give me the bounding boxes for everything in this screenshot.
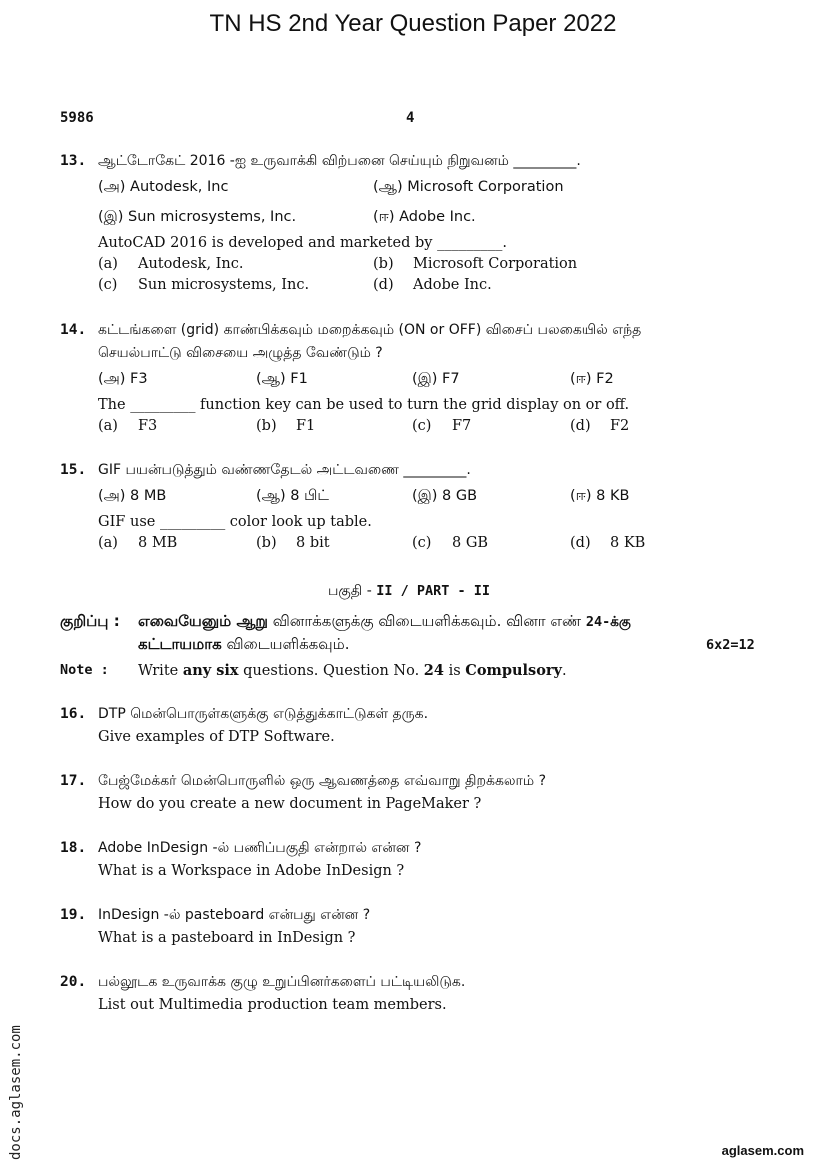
note-text: வினாக்களுக்கு விடையளிக்கவும். வினா எண்	[267, 612, 586, 630]
note-emphasis: 24	[423, 662, 444, 679]
option-label: (d)	[373, 277, 394, 293]
question-text-english: List out Multimedia production team members.	[98, 997, 447, 1013]
part-heading	[328, 583, 490, 601]
note-text: விடையளிக்கவும்.	[221, 635, 350, 653]
option-label: (c)	[412, 535, 432, 551]
part-heading-roman: II / PART - II	[376, 583, 490, 599]
question-text-tamil: ஆட்டோகேட் 2016 -ஐ உருவாக்கி விற்பனை செய்யும் நிறுவனம் _________.	[98, 153, 581, 169]
option-text: F2	[610, 418, 630, 434]
note-label-english: Note :	[60, 662, 109, 678]
option-label: (d)	[570, 535, 591, 551]
note-line-tamil-2	[138, 635, 349, 655]
footer-site-link[interactable]: aglasem.com	[721, 1143, 804, 1158]
option-label: (a)	[98, 535, 118, 551]
note-emphasis-number: 24-க்கு	[585, 614, 631, 630]
question-number: 16.	[60, 706, 87, 722]
marks-allocation: 6x2=12	[706, 637, 755, 653]
side-watermark: docs.aglasem.com	[8, 1025, 24, 1160]
note-text: questions. Question No.	[238, 663, 424, 679]
note-emphasis: any six	[182, 662, 239, 679]
option-tamil-d: (ஈ) Adobe Inc.	[373, 209, 476, 225]
option-text: Adobe Inc.	[413, 277, 492, 293]
option-text: F7	[452, 418, 472, 434]
question-text-english: What is a pasteboard in InDesign ?	[98, 930, 356, 946]
question-text-tamil: பல்லூடக உருவாக்க குழு உறுப்பினர்களைப் பட்டியலிடுக.	[98, 974, 466, 990]
question-number: 20.	[60, 974, 87, 990]
option-tamil-a: (அ) Autodesk, Inc	[98, 179, 229, 195]
page-number: 4	[406, 110, 415, 126]
question-number: 17.	[60, 773, 87, 789]
option-text: 8 MB	[138, 535, 178, 551]
option-text: 8 bit	[296, 535, 330, 551]
option-text: F1	[296, 418, 316, 434]
option-a	[98, 535, 177, 551]
option-label: (a)	[98, 418, 118, 434]
note-emphasis: Compulsory	[465, 662, 562, 679]
option-text: 8 GB	[452, 535, 489, 551]
option-b	[256, 535, 330, 551]
option-tamil-c: (இ) Sun microsystems, Inc.	[98, 209, 297, 225]
note-line-tamil-1	[138, 612, 631, 632]
part-heading-tamil: பகுதி -	[328, 583, 377, 599]
question-number: 14.	[60, 322, 87, 338]
option-tamil-a: (அ) F3	[98, 371, 148, 387]
note-text: .	[561, 663, 567, 679]
question-text-tamil: பேஜ்மேக்கர் மென்பொருளில் ஒரு ஆவணத்தை எவ்வாறு திறக்கலாம் ?	[98, 773, 546, 789]
option-c	[98, 277, 309, 293]
question-text-tamil: கட்டங்களை (grid) காண்பிக்கவும் மறைக்கவும் (ON or OFF) விசைப் பலகையில் எந்த	[98, 322, 642, 338]
question-text-tamil: GIF பயன்படுத்தும் வண்ணதேடல் அட்டவணை _________.	[98, 462, 471, 478]
question-number: 13.	[60, 153, 87, 169]
option-text: Autodesk, Inc.	[138, 256, 244, 272]
option-tamil-c: (இ) F7	[412, 371, 460, 387]
note-emphasis: எவையேனும் ஆறு	[138, 612, 268, 630]
question-text-tamil: Adobe InDesign -ல் பணிப்பகுதி என்றால் என்ன ?	[98, 840, 422, 856]
paper-code: 5986	[60, 110, 94, 126]
option-tamil-b: (ஆ) Microsoft Corporation	[373, 179, 564, 195]
note-text: is	[443, 663, 466, 679]
option-text: Microsoft Corporation	[413, 256, 578, 272]
question-number: 15.	[60, 462, 87, 478]
option-tamil-b: (ஆ) F1	[256, 371, 308, 387]
note-line-english	[138, 662, 567, 679]
question-text-tamil: DTP மென்பொருள்களுக்கு எடுத்துக்காட்டுகள் தருக.	[98, 706, 429, 722]
note-text: Write	[138, 663, 183, 679]
note-label-tamil: குறிப்பு :	[60, 612, 120, 630]
question-number: 18.	[60, 840, 87, 856]
option-c	[412, 418, 471, 434]
option-tamil-b: (ஆ) 8 பிட்	[256, 488, 329, 504]
option-tamil-a: (அ) 8 MB	[98, 488, 167, 504]
option-label: (b)	[373, 256, 394, 272]
option-label: (d)	[570, 418, 591, 434]
option-d	[373, 277, 492, 293]
option-b	[373, 256, 577, 272]
option-tamil-d: (ஈ) 8 KB	[570, 488, 630, 504]
option-label: (a)	[98, 256, 118, 272]
option-label: (b)	[256, 418, 277, 434]
option-label: (b)	[256, 535, 277, 551]
question-text-tamil: InDesign -ல் pasteboard என்பது என்ன ?	[98, 907, 371, 923]
question-text-english: What is a Workspace in Adobe InDesign ?	[98, 863, 405, 879]
option-label: (c)	[412, 418, 432, 434]
option-d	[570, 535, 645, 551]
option-b	[256, 418, 315, 434]
question-text-english: How do you create a new document in PageMaker ?	[98, 796, 482, 812]
option-a	[98, 256, 243, 272]
option-text: F3	[138, 418, 158, 434]
option-label: (c)	[98, 277, 118, 293]
question-text-english: GIF use _________ color look up table.	[98, 514, 372, 530]
option-c	[412, 535, 488, 551]
option-tamil-d: (ஈ) F2	[570, 371, 614, 387]
option-tamil-c: (இ) 8 GB	[412, 488, 478, 504]
option-text: Sun microsystems, Inc.	[138, 277, 310, 293]
question-text-english: AutoCAD 2016 is developed and marketed by _________.	[98, 235, 507, 251]
note-emphasis: கட்டாயமாக	[138, 635, 222, 653]
question-text-english: Give examples of DTP Software.	[98, 729, 335, 745]
option-a	[98, 418, 157, 434]
question-text-tamil-2: செயல்பாட்டு விசையை அழுத்த வேண்டும் ?	[98, 345, 383, 361]
option-d	[570, 418, 629, 434]
option-text: 8 KB	[610, 535, 646, 551]
question-text-english: The _________ function key can be used to turn the grid display on or off.	[98, 397, 630, 413]
question-number: 19.	[60, 907, 87, 923]
page-banner-title: TN HS 2nd Year Question Paper 2022	[209, 10, 617, 37]
